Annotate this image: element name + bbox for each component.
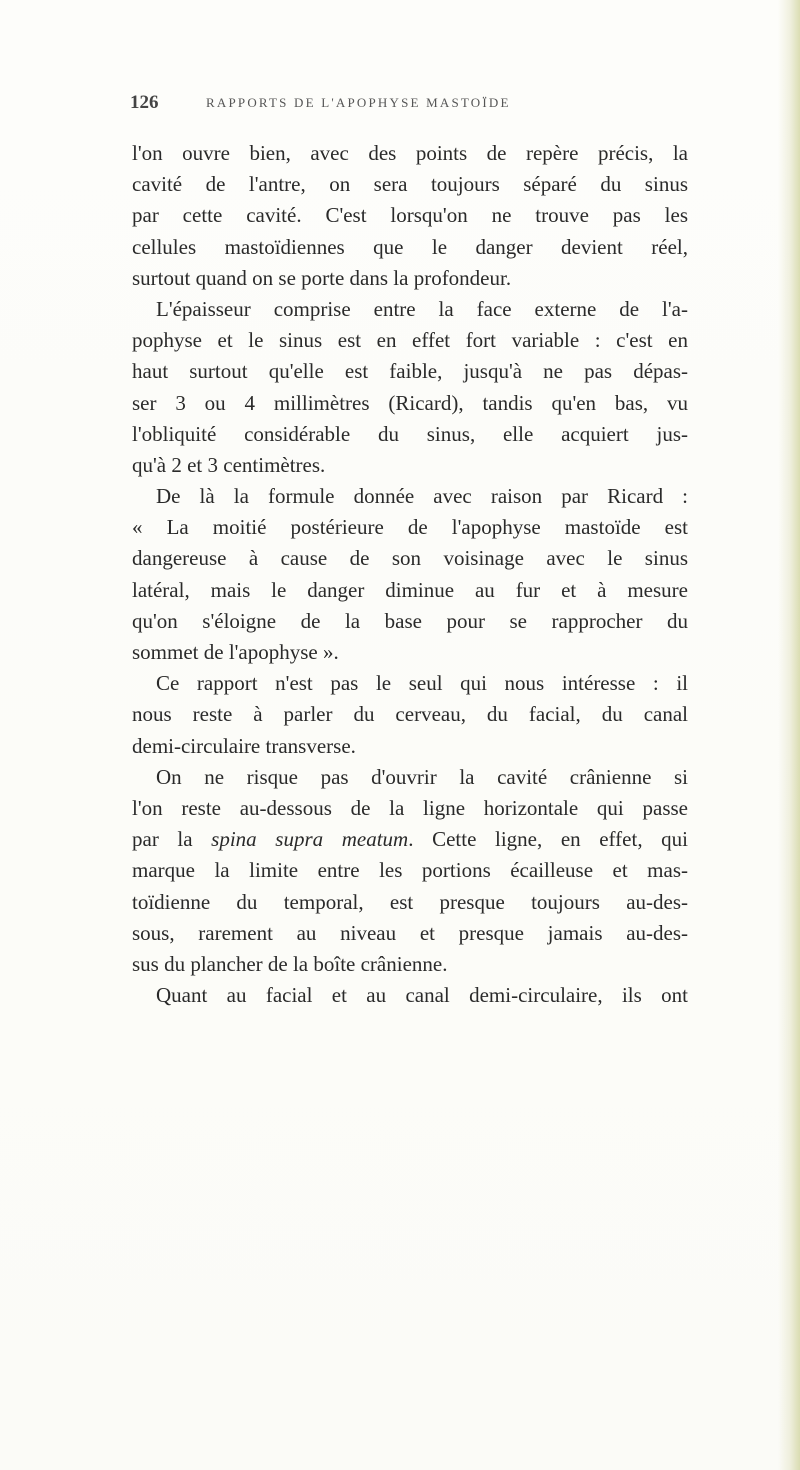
- text-line: De là la formule donnée avec raison par Ricard :: [156, 484, 688, 509]
- italic-line-after: . Cette ligne, en effet, qui: [408, 827, 689, 852]
- text-line: qu'à 2 et 3 centimètres.: [132, 452, 326, 477]
- text-line: nous reste à parler du cerveau, du facial, du canal: [132, 702, 688, 727]
- text-line: sus du plancher de la boîte crânienne.: [132, 951, 448, 976]
- text-line: par cette cavité. C'est lorsqu'on ne trouve pas les: [132, 203, 688, 228]
- text-line: On ne risque pas d'ouvrir la cavité crânienne si: [156, 764, 688, 789]
- page-number: 126: [130, 92, 159, 113]
- text-line: toïdienne du temporal, est presque toujours au-des-: [132, 889, 688, 914]
- text-line: L'épaisseur comprise entre la face externe de l'a-: [156, 296, 688, 321]
- text-line: sous, rarement au niveau et presque jamais au-des-: [132, 920, 688, 945]
- page-header: [130, 92, 690, 122]
- text-line: l'obliquité considérable du sinus, elle acquiert jus-: [132, 421, 688, 446]
- text-line: dangereuse à cause de son voisinage avec le sinus: [132, 546, 688, 571]
- text-line: l'on reste au-dessous de la ligne horizontale qui passe: [132, 795, 688, 820]
- text-line: cavité de l'antre, on sera toujours séparé du sinus: [132, 172, 688, 197]
- text-line: pophyse et le sinus est en effet fort variable : c'est en: [132, 328, 688, 353]
- text-line: Quant au facial et au canal demi-circulaire, ils ont: [156, 983, 688, 1008]
- italic-line-before: par la: [132, 827, 212, 852]
- text-block-lower: [132, 855, 688, 1011]
- latin-term: spina supra meatum: [211, 827, 409, 852]
- running-title: RAPPORTS DE L'APOPHYSE MASTOÏDE: [206, 95, 511, 110]
- text-line: ser 3 ou 4 millimètres (Ricard), tandis qu'en bas, vu: [132, 390, 688, 415]
- text-line: latéral, mais le danger diminue au fur et à mesure: [132, 577, 688, 602]
- text-line: haut surtout qu'elle est faible, jusqu'à ne pas dépas-: [132, 359, 688, 384]
- text-line: cellules mastoïdiennes que le danger devient réel,: [132, 234, 688, 259]
- text-line: qu'on s'éloigne de la base pour se rapprocher du: [132, 608, 688, 633]
- text-line: marque la limite entre les portions écailleuse et mas-: [132, 858, 688, 883]
- text-line: « La moitié postérieure de l'apophyse mastoïde est: [132, 515, 688, 540]
- body-text: [132, 138, 688, 1011]
- text-line: sommet de l'apophyse ».: [132, 640, 339, 664]
- text-line-italic: [132, 824, 688, 855]
- text-line: surtout quand on se porte dans la profondeur.: [132, 265, 512, 290]
- text-block-upper: [132, 138, 688, 824]
- text-line: l'on ouvre bien, avec des points de repère précis, la: [132, 141, 688, 165]
- text-line: Ce rapport n'est pas le seul qui nous intéresse : il: [156, 671, 688, 696]
- text-line: demi-circulaire transverse.: [132, 733, 356, 758]
- page-edge-shadow: [778, 0, 800, 1470]
